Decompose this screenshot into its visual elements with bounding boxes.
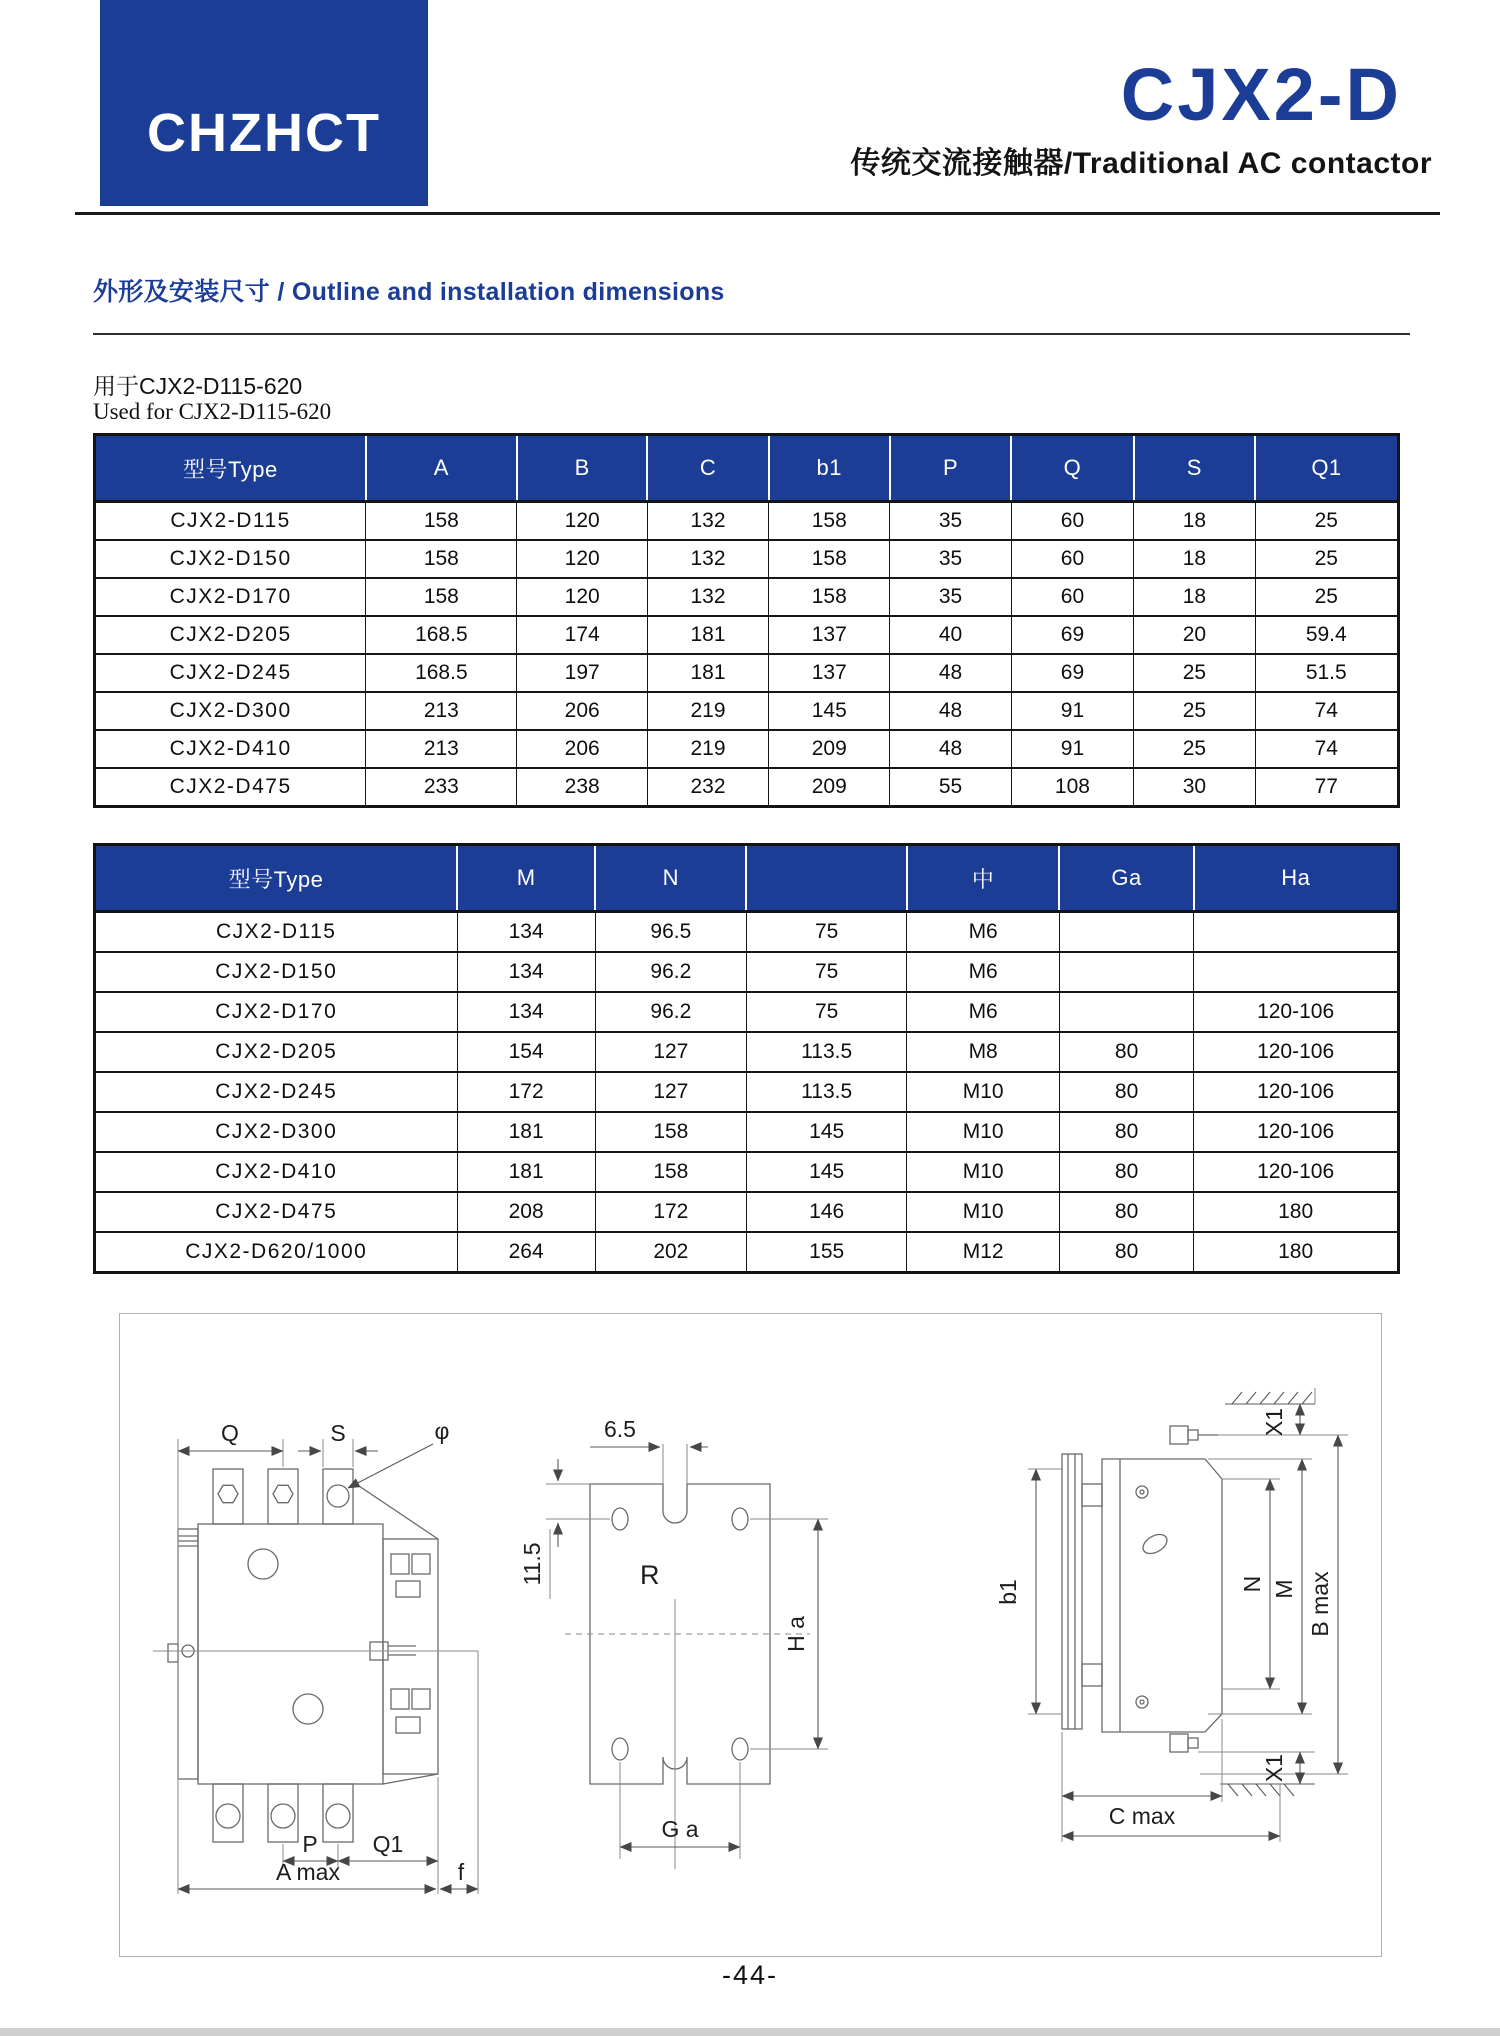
dim-label-a-max: A max (276, 1859, 340, 1885)
column-header: Ha (1194, 845, 1399, 912)
value-cell: 120-106 (1194, 1112, 1399, 1152)
dim-label-6-5: 6.5 (604, 1416, 636, 1442)
value-cell: 146 (746, 1192, 906, 1232)
model-cell: CJX2-D245 (95, 1072, 458, 1112)
column-header: S (1134, 435, 1255, 502)
side-view-dimensions (1028, 1388, 1348, 1842)
dim-label-r: R (640, 1560, 660, 1590)
dim-label-n: N (1239, 1575, 1265, 1593)
value-cell: 238 (517, 768, 647, 807)
table-row (95, 540, 1399, 578)
dim-label-ha: H a (783, 1616, 809, 1652)
dim-label-q: Q (221, 1420, 239, 1446)
value-cell: 154 (457, 1032, 595, 1072)
column-header: M (457, 845, 595, 912)
value-cell: 132 (647, 540, 768, 578)
model-cell: CJX2-D115 (95, 912, 458, 953)
table-row (95, 692, 1399, 730)
header-title-block (500, 53, 1432, 182)
value-cell: 35 (890, 502, 1011, 541)
model-cell: CJX2-D475 (95, 768, 366, 807)
value-cell: 168.5 (366, 654, 517, 692)
column-header: Q1 (1255, 435, 1399, 502)
value-cell: 181 (647, 654, 768, 692)
value-cell: M12 (907, 1232, 1060, 1273)
model-cell: CJX2-D620/1000 (95, 1232, 458, 1273)
column-header: B (517, 435, 647, 502)
side-view-drawing (970, 1384, 1370, 1854)
table-row (95, 768, 1399, 807)
value-cell: 137 (769, 616, 890, 654)
value-cell: 74 (1255, 692, 1399, 730)
dim-label-s: S (330, 1420, 346, 1446)
value-cell: 206 (517, 730, 647, 768)
value-cell (1059, 952, 1193, 992)
value-cell: 180 (1194, 1192, 1399, 1232)
table-row (95, 616, 1399, 654)
value-cell (1059, 912, 1193, 953)
value-cell: 108 (1011, 768, 1134, 807)
value-cell: 80 (1059, 1072, 1193, 1112)
value-cell: 18 (1134, 578, 1255, 616)
value-cell: 91 (1011, 730, 1134, 768)
value-cell: 155 (746, 1232, 906, 1273)
value-cell: 145 (746, 1152, 906, 1192)
dim-label-q1: Q1 (372, 1831, 404, 1857)
dim-label-ga: G a (661, 1816, 699, 1842)
value-cell: 158 (595, 1152, 746, 1192)
front-view-drawing (148, 1389, 528, 1909)
table-header-row (95, 845, 1399, 912)
value-cell: 91 (1011, 692, 1134, 730)
model-cell: CJX2-D150 (95, 540, 366, 578)
value-cell: 55 (890, 768, 1011, 807)
value-cell: 80 (1059, 1032, 1193, 1072)
model-cell: CJX2-D115 (95, 502, 366, 541)
brand-logo-text: CHZHCT (147, 103, 381, 163)
table-row (95, 654, 1399, 692)
column-header: C (647, 435, 768, 502)
value-cell: 25 (1134, 654, 1255, 692)
value-cell: 80 (1059, 1192, 1193, 1232)
model-cell: CJX2-D205 (95, 1032, 458, 1072)
section-title: 外形及安装尺寸 / Outline and installation dimensions (93, 278, 725, 306)
value-cell (1194, 912, 1399, 953)
value-cell: 48 (890, 730, 1011, 768)
value-cell: 59.4 (1255, 616, 1399, 654)
usage-note-zh: 用于CJX2-D115-620 (93, 373, 303, 399)
value-cell: 96.2 (595, 992, 746, 1032)
dim-label-x1-top: X1 (1261, 1407, 1287, 1437)
value-cell: 132 (647, 502, 768, 541)
value-cell: 18 (1134, 502, 1255, 541)
value-cell: M10 (907, 1192, 1060, 1232)
dim-label-m: M (1271, 1579, 1297, 1599)
dim-label-11-5: 11.5 (519, 1542, 545, 1586)
value-cell: 80 (1059, 1112, 1193, 1152)
value-cell: 180 (1194, 1232, 1399, 1273)
front-view-dimensions (153, 1439, 478, 1894)
value-cell: 232 (647, 768, 768, 807)
value-cell: 197 (517, 654, 647, 692)
model-cell: CJX2-D150 (95, 952, 458, 992)
value-cell: 158 (769, 540, 890, 578)
table-row (95, 1152, 1399, 1192)
value-cell: 145 (746, 1112, 906, 1152)
table-header-row (95, 435, 1399, 502)
value-cell: 120-106 (1194, 1152, 1399, 1192)
section-divider (93, 333, 1410, 335)
dimensions-table-1 (93, 433, 1400, 808)
table1-body (95, 502, 1399, 807)
value-cell: 264 (457, 1232, 595, 1273)
value-cell: 25 (1255, 540, 1399, 578)
value-cell: 209 (769, 730, 890, 768)
value-cell: 219 (647, 730, 768, 768)
value-cell: 25 (1255, 502, 1399, 541)
value-cell: 120 (517, 502, 647, 541)
value-cell: 120 (517, 540, 647, 578)
value-cell: 40 (890, 616, 1011, 654)
model-cell: CJX2-D410 (95, 1152, 458, 1192)
dim-label-b1: b1 (995, 1579, 1021, 1605)
value-cell: 75 (746, 952, 906, 992)
table-row (95, 578, 1399, 616)
outline-drawings-panel (119, 1313, 1382, 1957)
value-cell: 25 (1134, 692, 1255, 730)
value-cell: M6 (907, 992, 1060, 1032)
value-cell: 172 (595, 1192, 746, 1232)
value-cell: 77 (1255, 768, 1399, 807)
value-cell: 181 (647, 616, 768, 654)
side-view-body (1062, 1426, 1222, 1752)
value-cell: M6 (907, 912, 1060, 953)
value-cell: 219 (647, 692, 768, 730)
value-cell: 213 (366, 692, 517, 730)
product-subtitle: 传统交流接触器/Traditional AC contactor (850, 147, 1432, 180)
value-cell: 80 (1059, 1232, 1193, 1273)
value-cell: 60 (1011, 540, 1134, 578)
table-row (95, 502, 1399, 541)
value-cell: 51.5 (1255, 654, 1399, 692)
column-header: Q (1011, 435, 1134, 502)
value-cell: 60 (1011, 502, 1134, 541)
column-header: A (366, 435, 517, 502)
value-cell: 120-106 (1194, 992, 1399, 1032)
value-cell: 20 (1134, 616, 1255, 654)
product-model-title: CJX2-D (1120, 53, 1402, 136)
value-cell: 172 (457, 1072, 595, 1112)
model-cell: CJX2-D300 (95, 1112, 458, 1152)
page-edge-bar (0, 2028, 1500, 2036)
model-cell: CJX2-D170 (95, 992, 458, 1032)
value-cell (1059, 992, 1193, 1032)
model-cell: CJX2-D205 (95, 616, 366, 654)
value-cell: 18 (1134, 540, 1255, 578)
usage-note-en: Used for CJX2-D115-620 (93, 399, 332, 424)
value-cell: 134 (457, 992, 595, 1032)
value-cell: 120 (517, 578, 647, 616)
value-cell: 69 (1011, 616, 1134, 654)
dim-label-p: P (302, 1831, 318, 1857)
value-cell: 113.5 (746, 1032, 906, 1072)
value-cell: 80 (1059, 1152, 1193, 1192)
dimensions-table-2 (93, 843, 1400, 1274)
model-cell: CJX2-D410 (95, 730, 366, 768)
value-cell: 158 (366, 578, 517, 616)
value-cell: 25 (1255, 578, 1399, 616)
value-cell: 181 (457, 1152, 595, 1192)
value-cell: M10 (907, 1112, 1060, 1152)
value-cell: 132 (647, 578, 768, 616)
value-cell: 206 (517, 692, 647, 730)
column-header: b1 (769, 435, 890, 502)
column-header: 型号Type (95, 845, 458, 912)
front-view-body (168, 1469, 438, 1842)
value-cell: 134 (457, 912, 595, 953)
value-cell: 158 (595, 1112, 746, 1152)
table-row (95, 1112, 1399, 1152)
table-row (95, 1072, 1399, 1112)
value-cell: 158 (366, 502, 517, 541)
value-cell: 96.5 (595, 912, 746, 953)
value-cell: 134 (457, 952, 595, 992)
value-cell: 74 (1255, 730, 1399, 768)
table-row (95, 1032, 1399, 1072)
value-cell: M10 (907, 1072, 1060, 1112)
dim-label-c-max: C max (1108, 1803, 1176, 1829)
table2-body (95, 912, 1399, 1273)
value-cell: 181 (457, 1112, 595, 1152)
brand-logo (100, 0, 428, 206)
value-cell: 25 (1134, 730, 1255, 768)
value-cell: 69 (1011, 654, 1134, 692)
value-cell (1194, 952, 1399, 992)
value-cell: 48 (890, 654, 1011, 692)
value-cell: 202 (595, 1232, 746, 1273)
value-cell: 233 (366, 768, 517, 807)
value-cell: 168.5 (366, 616, 517, 654)
value-cell: 60 (1011, 578, 1134, 616)
value-cell: 137 (769, 654, 890, 692)
model-cell: CJX2-D475 (95, 1192, 458, 1232)
column-header: N (595, 845, 746, 912)
value-cell: 158 (366, 540, 517, 578)
value-cell: 75 (746, 992, 906, 1032)
value-cell: 75 (746, 912, 906, 953)
table-row (95, 730, 1399, 768)
page-number: -44- (721, 1960, 778, 1990)
value-cell: M6 (907, 952, 1060, 992)
dim-label-f: f (457, 1859, 465, 1885)
column-header: P (890, 435, 1011, 502)
value-cell: 208 (457, 1192, 595, 1232)
value-cell: 127 (595, 1072, 746, 1112)
dim-label-phi: φ (434, 1418, 450, 1444)
table-row (95, 952, 1399, 992)
model-cell: CJX2-D170 (95, 578, 366, 616)
column-header: 型号Type (95, 435, 366, 502)
value-cell: M10 (907, 1152, 1060, 1192)
mounting-plate-drawing (520, 1389, 860, 1909)
column-header (746, 845, 906, 912)
value-cell: 120-106 (1194, 1072, 1399, 1112)
value-cell: 120-106 (1194, 1032, 1399, 1072)
column-header: 中 (907, 845, 1060, 912)
value-cell: 158 (769, 578, 890, 616)
table-row (95, 1192, 1399, 1232)
value-cell: 113.5 (746, 1072, 906, 1112)
value-cell: 209 (769, 768, 890, 807)
dim-label-x1-bottom: X1 (1261, 1753, 1287, 1783)
value-cell: 96.2 (595, 952, 746, 992)
value-cell: 213 (366, 730, 517, 768)
value-cell: 127 (595, 1032, 746, 1072)
header-divider (75, 212, 1440, 215)
value-cell: 145 (769, 692, 890, 730)
value-cell: 35 (890, 540, 1011, 578)
table-row (95, 912, 1399, 953)
value-cell: 48 (890, 692, 1011, 730)
model-cell: CJX2-D300 (95, 692, 366, 730)
dim-label-b-max: B max (1307, 1571, 1333, 1637)
value-cell: 158 (769, 502, 890, 541)
value-cell: 30 (1134, 768, 1255, 807)
value-cell: 174 (517, 616, 647, 654)
model-cell: CJX2-D245 (95, 654, 366, 692)
value-cell: 35 (890, 578, 1011, 616)
value-cell: M8 (907, 1032, 1060, 1072)
table-row (95, 1232, 1399, 1273)
table-row (95, 992, 1399, 1032)
column-header: Ga (1059, 845, 1193, 912)
